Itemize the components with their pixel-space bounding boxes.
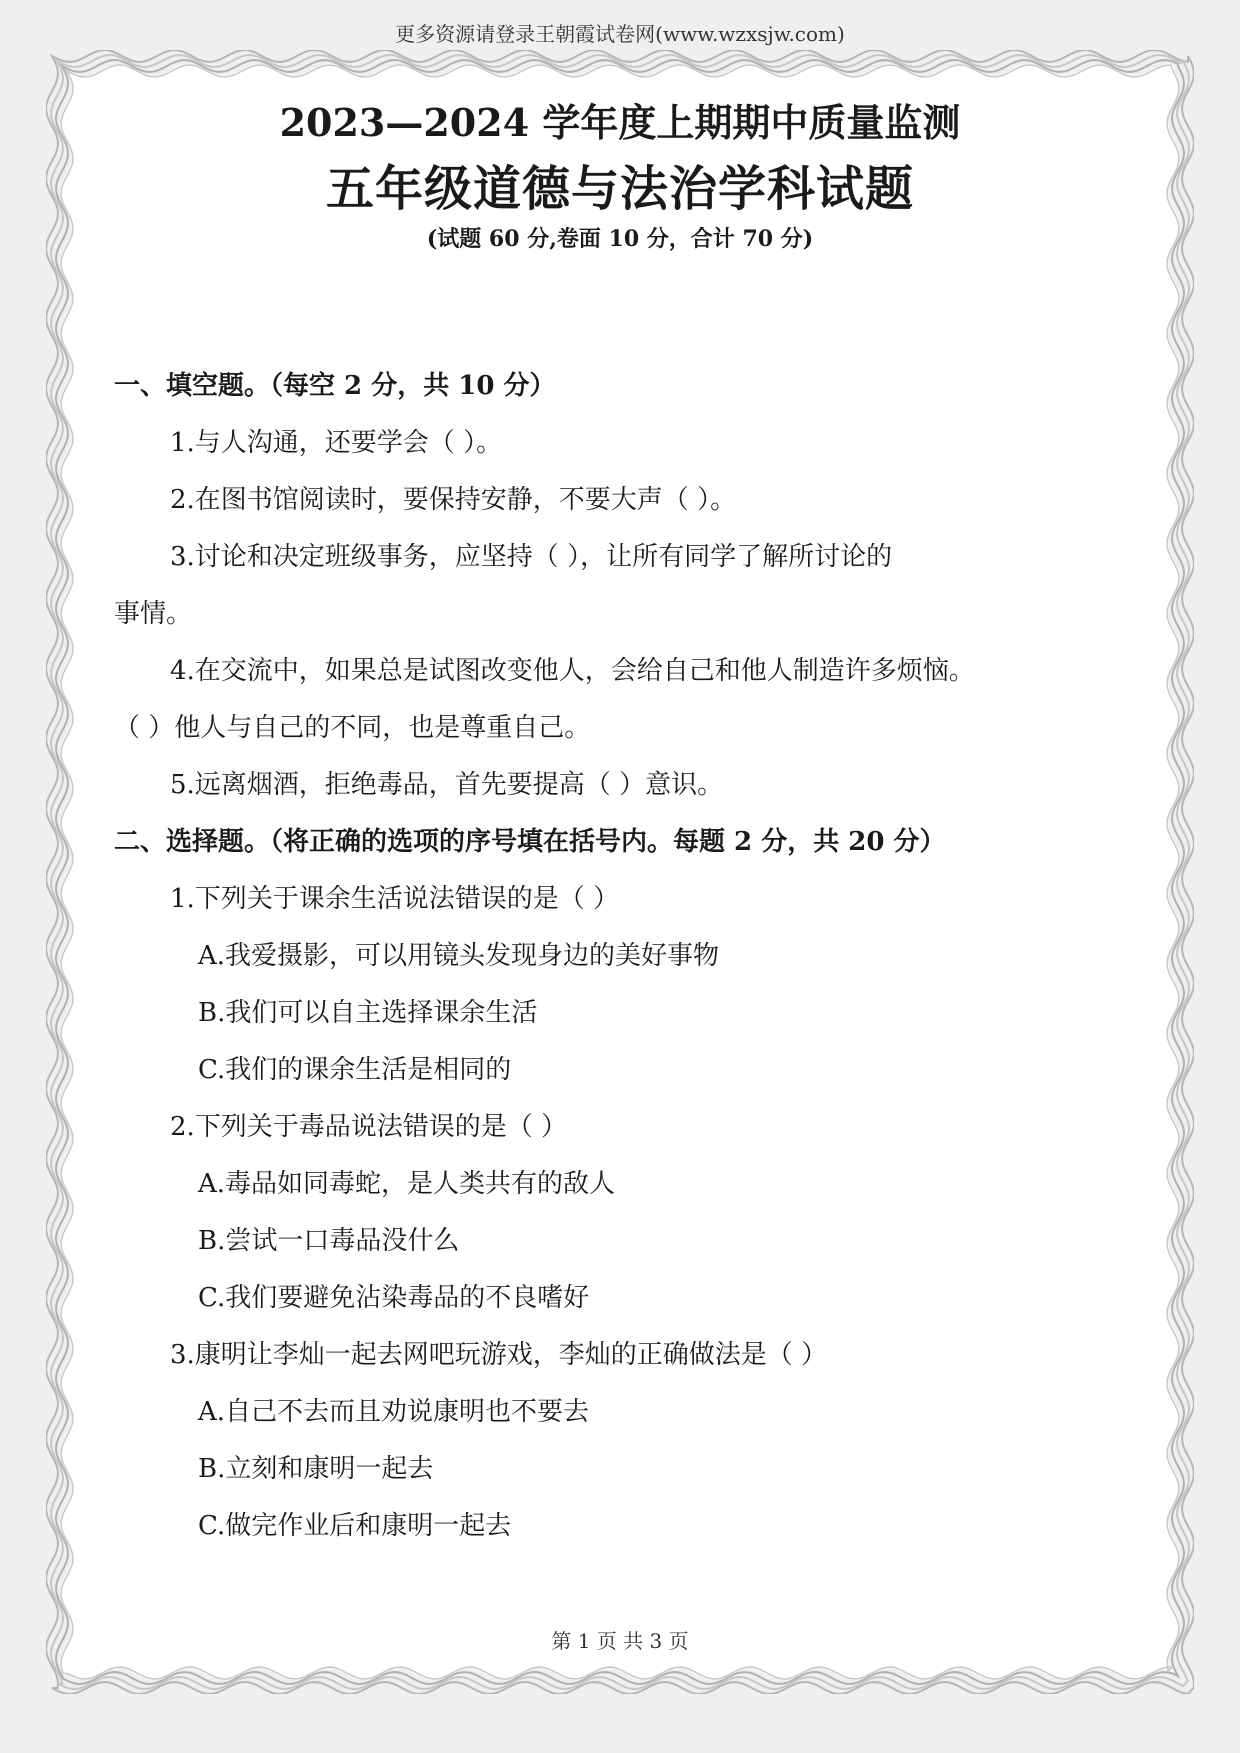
question-item: 1.与人沟通，还要学会（ ）。: [170, 428, 503, 458]
option-item: A.我爱摄影，可以用镜头发现身边的美好事物: [198, 941, 720, 971]
option-item: A.自己不去而且劝说康明也不要去: [198, 1397, 590, 1427]
top-banner: 更多资源请登录王朝霞试卷网(www.wzxsjw.com): [395, 22, 845, 46]
option-item: B.我们可以自主选择课余生活: [198, 998, 538, 1028]
subject-title: 五年级道德与法治学科试题: [325, 161, 914, 217]
option-item: B.尝试一口毒品没什么: [198, 1226, 460, 1256]
option-item: C.做完作业后和康明一起去: [198, 1511, 512, 1541]
exam-title: 2023—2024 学年度上期期中质量监测: [279, 100, 961, 145]
question-item: 1.下列关于课余生活说法错误的是（ ）: [170, 884, 620, 914]
option-item: A.毒品如同毒蛇，是人类共有的敌人: [198, 1169, 616, 1199]
question-item: 3.讨论和决定班级事务，应坚持（ ），让所有同学了解所讨论的: [170, 542, 893, 572]
section1-heading: 一、填空题。（每空 2 分，共 10 分）: [114, 371, 556, 401]
score-note: (试题 60 分,卷面 10 分，合计 70 分): [426, 226, 814, 252]
question-item: 3.康明让李灿一起去网吧玩游戏，李灿的正确做法是（ ）: [170, 1340, 828, 1370]
question-item: 5.远离烟酒，拒绝毒品，首先要提高（ ）意识。: [170, 770, 724, 800]
option-item: C.我们要避免沾染毒品的不良嗜好: [198, 1283, 590, 1313]
question-item-continuation: 事情。: [114, 599, 193, 629]
section2-heading: 二、选择题。（将正确的选项的序号填在括号内。每题 2 分，共 20 分）: [114, 827, 946, 857]
question-item-continuation: （ ）他人与自己的不同，也是尊重自己。: [114, 713, 591, 743]
page-footer: 第 1 页 共 3 页: [551, 1629, 689, 1653]
question-item: 2.下列关于毒品说法错误的是（ ）: [170, 1112, 568, 1142]
decorative-border: [46, 50, 1194, 1694]
question-item: 2.在图书馆阅读时，要保持安静，不要大声（ ）。: [170, 485, 737, 515]
option-item: C.我们的课余生活是相同的: [198, 1055, 512, 1085]
option-item: B.立刻和康明一起去: [198, 1454, 434, 1484]
question-item: 4.在交流中，如果总是试图改变他人，会给自己和他人制造许多烦恼。: [170, 656, 975, 686]
